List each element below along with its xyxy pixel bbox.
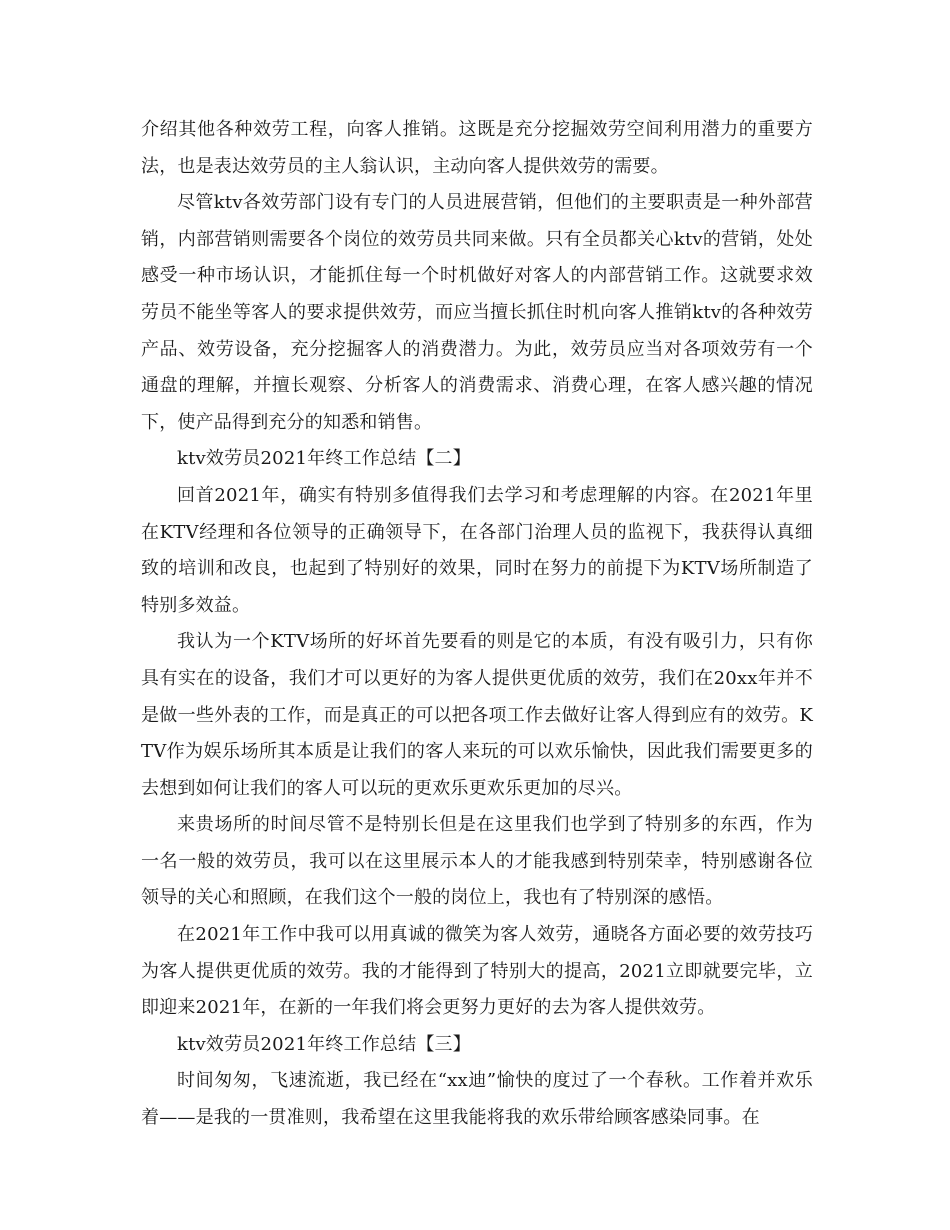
section-heading-2: ktv效劳员2021年终工作总结【二】	[177, 448, 471, 470]
paragraph-2: 尽管ktv各效劳部门设有专门的人员进展营销，但他们的主要职责是一种外部营销，内部营销则需要各个岗位的效劳员共同来做。只有全员都关心ktv的营销，处处感受一种市场认识，才能抓住每一个时机做好对客人的内部营销工作。这就要求效劳员不能坐等客人的要求提供效劳，而应当擅长抓住时机向客人推销ktv的各种效劳产品、效劳设备，充分挖掘客人的消费潜力。为此，效劳员应当对各项效劳有一个通盘的理解，并擅长观察、分析客人的消费需求、消费心理，在客人感兴趣的情况下，使产品得到充分的知悉和销售。	[141, 192, 813, 433]
document-page	[141, 112, 813, 1137]
paragraph-7: 时间匆匆，飞速流逝，我已经在“xx迪”愉快的度过了一个春秋。工作着并欢乐着——是我的一贯准则，我希望在这里我能将我的欢乐带给顾客感染同事。在	[141, 1070, 813, 1129]
section-heading-3: ktv效劳员2021年终工作总结【三】	[177, 1033, 471, 1055]
paragraph-3: 回首2021年，确实有特别多值得我们去学习和考虑理解的内容。在2021年里在KTV经理和各位领导的正确领导下，在各部门治理人员的监视下，我获得认真细致的培训和改良，也起到了特别好的效果，同时在努力的前提下为KTV场所制造了特别多效益。	[141, 484, 813, 616]
paragraph-6: 在2021年工作中我可以用真诚的微笑为客人效劳，通晓各方面必要的效劳技巧为客人提供更优质的效劳。我的才能得到了特别大的提高，2021立即就要完毕，立即迎来2021年，在新的一年我们将会更努力更好的去为客人提供效劳。	[141, 924, 813, 1019]
paragraph-5: 来贵场所的时间尽管不是特别长但是在这里我们也学到了特别多的东西，作为一名一般的效劳员，我可以在这里展示本人的才能我感到特别荣幸，特别感谢各位领导的关心和照顾，在我们这个一般的岗位上，我也有了特别深的感悟。	[141, 814, 813, 909]
paragraph-1: 介绍其他各种效劳工程，向客人推销。这既是充分挖掘效劳空间利用潜力的重要方法，也是表达效劳员的主人翁认识，主动向客人提供效劳的需要。	[141, 119, 813, 177]
paragraph-4: 我认为一个KTV场所的好坏首先要看的则是它的本质，有没有吸引力，只有你具有实在的设备，我们才可以更好的为客人提供更优质的效劳，我们在20xx年并不是做一些外表的工作，而是真正的可以把各项工作去做好让客人得到应有的效劳。KTV作为娱乐场所其本质是让我们的客人来玩的可以欢乐愉快，因此我们需要更多的去想到如何让我们的客人可以玩的更欢乐更欢乐更加的尽兴。	[141, 631, 813, 799]
